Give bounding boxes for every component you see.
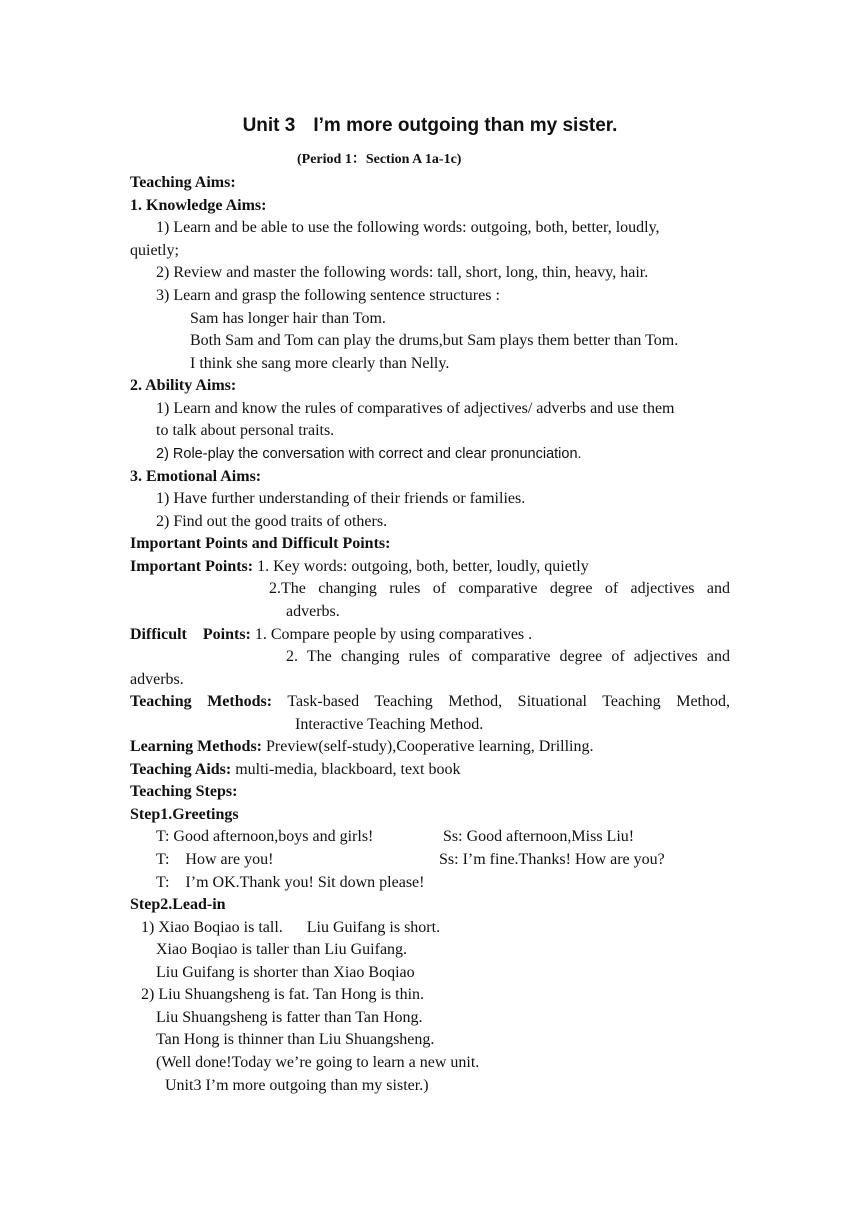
difficult-point-1: 1. Compare people by using comparatives . [254,626,533,643]
sentence-structure: Both Sam and Tom can play the drums,but Sam plays them better than Tom. [190,332,679,349]
dialogue-teacher-line: T: Good afternoon,boys and girls! [156,828,374,845]
difficult-point-2: 2. The changing rules of comparative degree of adjectives and [286,648,730,665]
teaching-aids-text: multi-media, blackboard, text book [235,761,461,778]
ability-aims-heading: 2. Ability Aims: [130,377,237,394]
ability-item-1: 1) Learn and know the rules of comparatives of adjectives/ adverbs and use them [156,400,675,417]
dialogue-students-line: Ss: Good afternoon,Miss Liu! [443,828,635,845]
emotional-item-2: 2) Find out the good traits of others. [156,513,388,530]
teaching-aids-label: Teaching Aids: [130,761,232,778]
teaching-methods [130,691,730,714]
important-point-2: 2.The changing rules of comparative degree of adjectives and [269,580,730,597]
dialogue-teacher-line: T: I’m OK.Thank you! Sit down please! [156,874,425,891]
title-text: I’m more outgoing than my sister. [313,115,618,136]
teaching-aids [130,759,730,782]
lead-in-line: Xiao Boqiao is taller than Liu Guifang. [156,941,408,958]
knowledge-item-3: 3) Learn and grasp the following sentence structures : [156,287,500,304]
sentence-structure: Sam has longer hair than Tom. [190,310,386,327]
step1-heading: Step1.Greetings [130,806,239,823]
knowledge-aims-heading: 1. Knowledge Aims: [130,197,267,214]
title-unit: Unit 3 [242,115,296,136]
teaching-methods-label: Teaching Methods: [130,693,273,710]
period-subtitle: (Period 1：Section A 1a-1c) [297,152,462,167]
points-heading: Important Points and Difficult Points: [130,535,391,552]
important-point-1: 1. Key words: outgoing, both, better, loudly, quietly [257,558,589,575]
learning-methods-text: Preview(self-study),Cooperative learning, Drilling. [266,738,594,755]
lead-in-line: Tan Hong is thinner than Liu Shuangsheng. [156,1031,435,1048]
dialogue-students-line: Ss: I’m fine.Thanks! How are you? [439,851,665,868]
page-title [0,113,860,139]
lead-in-line: 2) Liu Shuangsheng is fat. Tan Hong is thin. [141,986,425,1003]
learning-methods [130,736,730,759]
emotional-aims-heading: 3. Emotional Aims: [130,468,262,485]
knowledge-item-2: 2) Review and master the following words: tall, short, long, thin, heavy, hair. [156,264,649,281]
learning-methods-label: Learning Methods: [130,738,262,755]
ability-item-2: 2) Role-play the conversation with correct and clear pronunciation. [156,446,582,462]
lead-in-line: (Well done!Today we’re going to learn a new unit. [156,1054,480,1071]
lead-in-line: 1) Xiao Boqiao is tall. Liu Guifang is short. [141,919,441,936]
important-points-label: Important Points: [130,558,254,575]
difficult-points [130,624,730,647]
knowledge-item-1: 1) Learn and be able to use the following words: outgoing, both, better, loudly, [156,219,660,236]
lead-in-line: Liu Shuangsheng is fatter than Tan Hong. [156,1009,423,1026]
teaching-aims-heading: Teaching Aims: [130,174,236,191]
dialogue-teacher-line: T: How are you! [156,851,274,868]
lead-in-line: Liu Guifang is shorter than Xiao Boqiao [156,964,415,981]
emotional-item-1: 1) Have further understanding of their friends or families. [156,490,526,507]
important-points [130,556,730,579]
knowledge-item-1-cont: quietly; [130,242,179,259]
teaching-methods-text: Task-based Teaching Method, Situational Teaching Method, [287,693,731,710]
lead-in-line: Unit3 I’m more outgoing than my sister.) [165,1077,429,1094]
teaching-methods-cont: Interactive Teaching Method. [295,716,484,733]
difficult-points-label: Difficult Points: [130,626,251,643]
difficult-point-2-cont: adverbs. [130,671,184,688]
sentence-structure: I think she sang more clearly than Nelly. [190,355,450,372]
teaching-steps-heading: Teaching Steps: [130,783,238,800]
important-point-2-cont: adverbs. [286,603,340,620]
step2-heading: Step2.Lead-in [130,896,226,913]
ability-item-1-cont: to talk about personal traits. [156,422,335,439]
